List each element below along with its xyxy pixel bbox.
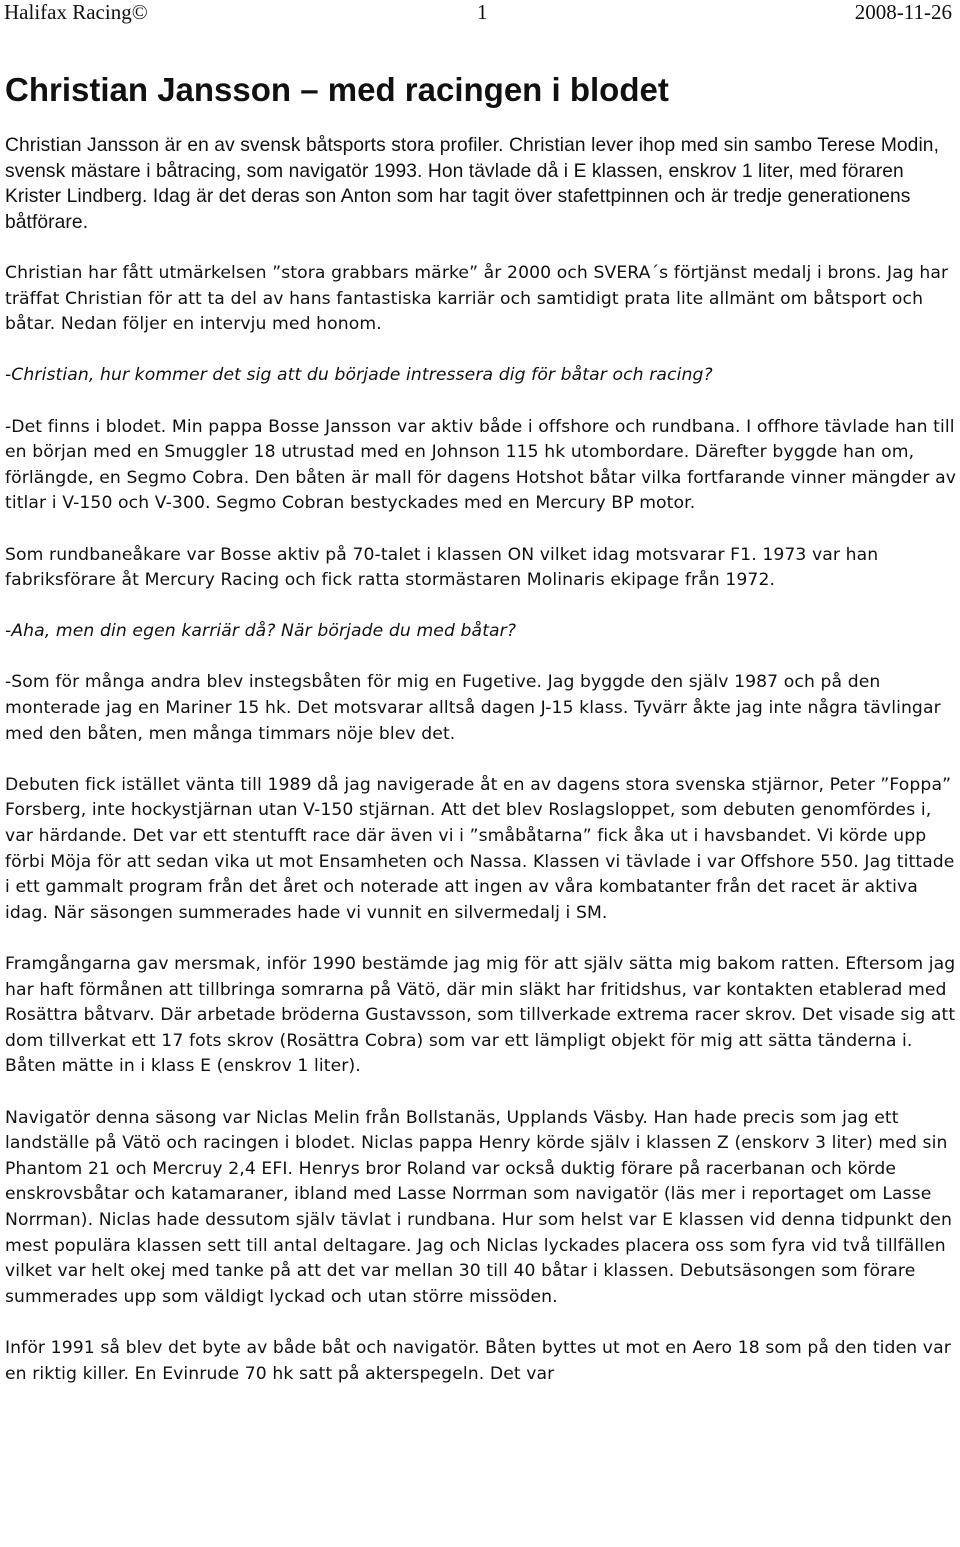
- question-2: -Aha, men din egen karriär då? När började du med båtar?: [5, 621, 517, 642]
- answer-2: -Som för många andra blev instegsbåten för mig en Fugetive. Jag byggde den själv 1987 och på den monterade jag en Mariner 15 hk. Det motsvarar alltså dagen J-15 klass. Tyvärr åkte jag inte några tävlingar med den båten, men många timmars nöje blev det.: [5, 672, 941, 744]
- paragraph-rundbana: Som rundbaneåkare var Bosse aktiv på 70-talet i klassen ON vilket idag motsvarar F1. 1973 var han fabriksförare åt Mercury Racing och fick ratta stormästaren Molinaris ekipage från 1972.: [5, 544, 879, 591]
- question-1: -Christian, hur kommer det sig att du började intressera dig för båtar och racing?: [5, 365, 713, 386]
- paragraph-intro: Christian Jansson är en av svensk båtsports stora profiler. Christian lever ihop med sin sambo Terese Modin, svensk mästare i båtracing, som navigatör 1993. Hon tävlade då i E klassen, enskrov 1 liter, med föraren Krister Lindberg. Idag är det deras son Anton som har tagit över stafettpinnen och är tredje generationens båtförare.: [5, 135, 940, 233]
- paragraph-debut: Debuten fick istället vänta till 1989 då jag navigerade åt en av dagens stora svenska stjärnor, Peter ”Foppa” Forsberg, inte hockystjärnan utan V-150 stjärnan. Att det blev Roslagsloppet, som debuten genomfördes i, var härdande. Det var ett stentufft race där även vi i ”småbåtarna” fick åka ut i havsbandet. Vi körde upp förbi Möja för att sedan vika ut mot Ensamheten och Nassa. Klassen vi tävlade i var Offshore 550. Jag tittade i ett gammalt program från det året och noterade att ingen av våra kombatanter från det racet är aktiva idag. När säsongen summerades hade vi vunnit en silvermedalj i SM.: [5, 774, 955, 923]
- answer-1: -Det finns i blodet. Min pappa Bosse Jansson var aktiv både i offshore och rundbana. I offhore tävlade han till en början med en Smuggler 18 utrustad med en Johnson 115 hk utombordare. Därefter byggde han om, förlängde, en Segmo Cobra. Den båten är mall för dagens Hotshot båtar vilka fortfarande vinner mängder av titlar i V-150 och V-300. Segmo Cobran bestyckades med en Mercury BP motor.: [5, 416, 957, 514]
- page-header: [0, 0, 960, 24]
- paragraph-1990: Framgångarna gav mersmak, inför 1990 bestämde jag mig för att själv sätta mig bakom ratten. Eftersom jag har haft förmånen att tillbringa somrarna på Vätö, där min släkt har fritidshus, var kontakten etablerad med Rosättra båtvarv. Där arbetade bröderna Gustavsson, som tillverkade extrema racer skrov. Det visade sig att dom tillverkat ett 17 fots skrov (Rosättra Cobra) som var ett lämpligt objekt för mig att sätta tänderna i. Båten mätte in i klass E (enskrov 1 liter).: [5, 954, 956, 1077]
- article-title: Christian Jansson – med racingen i blodet: [5, 71, 669, 108]
- article-body: [5, 133, 957, 1413]
- paragraph-award: Christian har fått utmärkelsen ”stora grabbars märke” år 2000 och SVERA´s förtjänst medalj i brons. Jag har träffat Christian för att ta del av hans fantastiska karriär och samtidigt prata lite allmänt om båtsport och båtar. Nedan följer en intervju med honom.: [5, 262, 949, 335]
- header-publication: Halifax Racing©: [4, 0, 148, 24]
- header-date: 2008-11-26: [854, 0, 952, 24]
- paragraph-1991: Inför 1991 så blev det byte av både båt och navigatör. Båten byttes ut mot en Aero 18 som på den tiden var en riktig killer. En Evinrude 70 hk satt på akterspegeln. Det var: [5, 1337, 951, 1384]
- header-page-number: 1: [477, 0, 488, 24]
- paragraph-navigator: Navigatör denna säsong var Niclas Melin från Bollstanäs, Upplands Väsby. Han hade precis som jag ett landställe på Vätö och racingen i blodet. Niclas pappa Henry körde själv i klassen Z (enskorv 3 liter) med sin Phantom 21 och Mercruy 2,4 EFI. Henrys bror Roland var också duktig förare på racerbanan och körde enskrovsbåtar och katamaraner, ibland med Lasse Norrman som navigatör (läs mer i reportaget om Lasse Norrman). Niclas hade dessutom själv tävlat i rundbana. Hur som helst var E klassen vid denna tidpunkt den mest populära klassen sett till antal deltagare. Jag och Niclas lyckades placera oss som fyra vid två tillfällen vilket var helt okej med tanke på att det var mellan 30 till 40 båtar i klassen. Debutsäsongen som förare summerades upp som väldigt lyckad och utan större missöden.: [5, 1107, 952, 1307]
